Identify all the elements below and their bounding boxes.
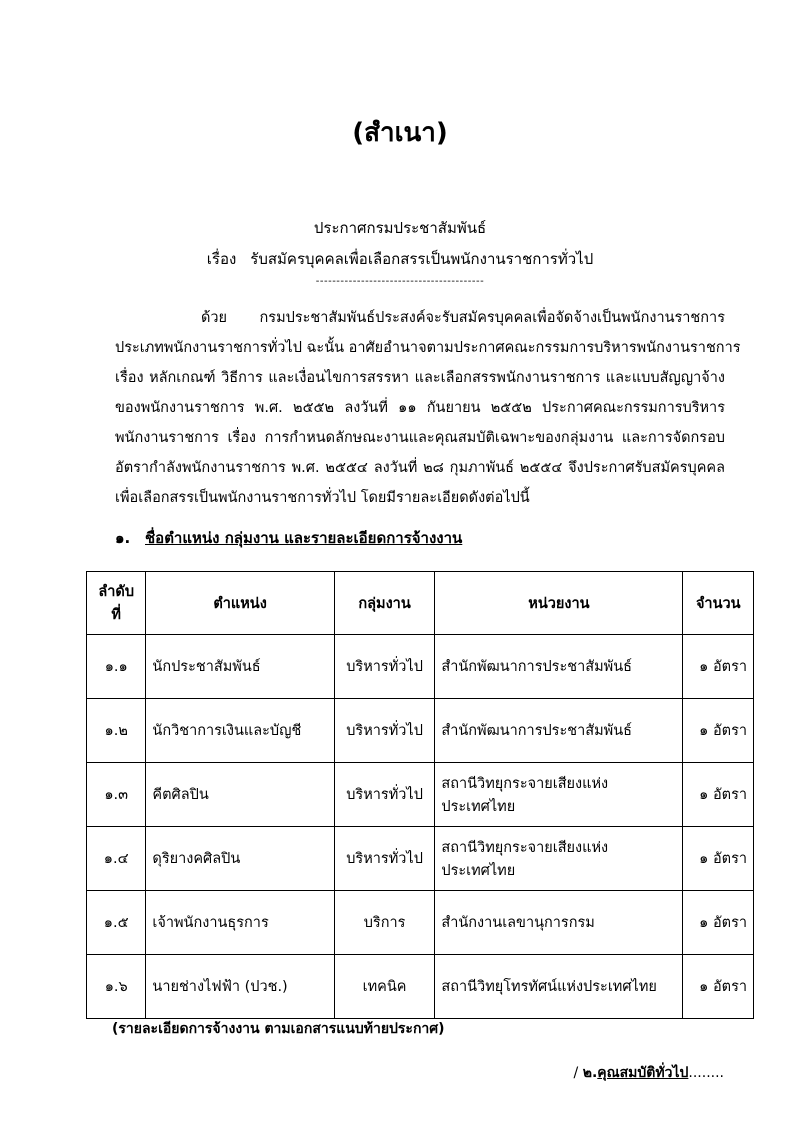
cell-group: บริหารทั่วไป	[334, 635, 435, 699]
header-no-line2: ที่	[111, 607, 121, 623]
cell-no: ๑.๒	[87, 699, 146, 763]
subject-label: เรื่อง	[206, 250, 237, 268]
ref-section-number: ๒.	[582, 1065, 598, 1081]
header-quantity: จำนวน	[683, 572, 754, 635]
cell-quantity: ๑ อัตรา	[683, 955, 754, 1019]
ref-section-title: คุณสมบัติทั่วไป	[597, 1065, 689, 1081]
cell-group: เทคนิค	[334, 955, 435, 1019]
cell-no: ๑.๓	[87, 763, 146, 827]
cell-quantity: ๑ อัตรา	[683, 763, 754, 827]
header-no	[87, 572, 146, 635]
body-line: พนักงานราชการ เรื่อง การกำหนดลักษณะงานและคุณสมบัติเฉพาะของกลุ่มงาน และการจัดกรอบ	[115, 430, 725, 446]
table-row	[87, 827, 754, 891]
cell-quantity: ๑ อัตรา	[683, 827, 754, 891]
body-line: อัตรากำลังพนักงานราชการ พ.ศ. ๒๕๕๔ ลงวันที่ ๒๘ กุมภาพันธ์ ๒๕๕๔ จึงประกาศรับสมัครบุคคล	[115, 460, 725, 476]
next-page-reference	[574, 1062, 724, 1084]
cell-position: ดุริยางคศิลปิน	[146, 827, 334, 891]
header-position: ตำแหน่ง	[146, 572, 334, 635]
announcement-title: ประกาศกรมประชาสัมพันธ์	[313, 219, 487, 237]
cell-quantity: ๑ อัตรา	[683, 635, 754, 699]
cell-no: ๑.๖	[87, 955, 146, 1019]
cell-position: นักประชาสัมพันธ์	[146, 635, 334, 699]
cell-quantity: ๑ อัตรา	[683, 891, 754, 955]
cell-no: ๑.๔	[87, 827, 146, 891]
body-line: เรื่อง หลักเกณฑ์ วิธีการ และเงื่อนไขการสรรหา และเลือกสรรพนักงานราชการ และแบบสัญญาจ้าง	[115, 370, 725, 386]
cell-group: บริหารทั่วไป	[334, 763, 435, 827]
cell-group: บริหารทั่วไป	[334, 827, 435, 891]
section-title: ชื่อตำแหน่ง กลุ่มงาน และรายละเอียดการจ้างงาน	[145, 529, 463, 547]
cell-unit: สถานีวิทยุโทรทัศน์แห่งประเทศไทย	[435, 955, 683, 1019]
header-unit: หน่วยงาน	[435, 572, 683, 635]
cell-group: บริหารทั่วไป	[334, 699, 435, 763]
section-1-heading	[115, 526, 462, 550]
table-row	[87, 635, 754, 699]
header-no-line1: ลำดับ	[98, 584, 135, 600]
announcement-subject	[0, 247, 800, 271]
employment-note: (รายละเอียดการจ้างงาน ตามเอกสารแนบท้ายประกาศ)	[112, 1021, 445, 1037]
cell-quantity: ๑ อัตรา	[683, 699, 754, 763]
cell-unit: สำนักพัฒนาการประชาสัมพันธ์	[435, 699, 683, 763]
header-group: กลุ่มงาน	[334, 572, 435, 635]
cell-position: นักวิชาการเงินและบัญชี	[146, 699, 334, 763]
cell-unit: สำนักงานเลขานุการกรม	[435, 891, 683, 955]
table-row	[87, 699, 754, 763]
separator-line: -----------------------------------------	[315, 276, 485, 287]
cell-position: นายช่างไฟฟ้า (ปวช.)	[146, 955, 334, 1019]
copy-label: (สำเนา)	[352, 118, 448, 148]
cell-position: คีตศิลปิน	[146, 763, 334, 827]
cell-unit: สถานีวิทยุกระจายเสียงแห่งประเทศไทย	[435, 763, 683, 827]
cell-no: ๑.๕	[87, 891, 146, 955]
table-header-row	[87, 572, 754, 635]
body-line: ประเภทพนักงานราชการทั่วไป ฉะนั้น อาศัยอำนาจตามประกาศคณะกรรมการบริหารพนักงานราชการ	[115, 340, 741, 356]
body-line: ด้วย กรมประชาสัมพันธ์ประสงค์จะรับสมัครบุคคลเพื่อจัดจ้างเป็นพนักงานราชการ	[201, 310, 725, 326]
cell-unit: สำนักพัฒนาการประชาสัมพันธ์	[435, 635, 683, 699]
table-row	[87, 891, 754, 955]
body-paragraph	[115, 303, 741, 513]
ref-prefix: /	[573, 1065, 583, 1081]
cell-group: บริการ	[334, 891, 435, 955]
body-line: เพื่อเลือกสรรเป็นพนักงานราชการทั่วไป โดยมีรายละเอียดดังต่อไปนี้	[115, 490, 530, 506]
table-row	[87, 955, 754, 1019]
subject-text: รับสมัครบุคคลเพื่อเลือกสรรเป็นพนักงานราชการทั่วไป	[250, 250, 594, 268]
cell-no: ๑.๑	[87, 635, 146, 699]
positions-table	[86, 571, 754, 1019]
section-number: ๑.	[115, 529, 131, 547]
table-row	[87, 763, 754, 827]
cell-unit: สถานีวิทยุกระจายเสียงแห่งประเทศไทย	[435, 827, 683, 891]
ref-suffix: ........	[688, 1065, 724, 1081]
cell-position: เจ้าพนักงานธุรการ	[146, 891, 334, 955]
body-line: ของพนักงานราชการ พ.ศ. ๒๕๕๒ ลงวันที่ ๑๑ กันยายน ๒๕๕๒ ประกาศคณะกรรมการบริหาร	[115, 400, 725, 416]
